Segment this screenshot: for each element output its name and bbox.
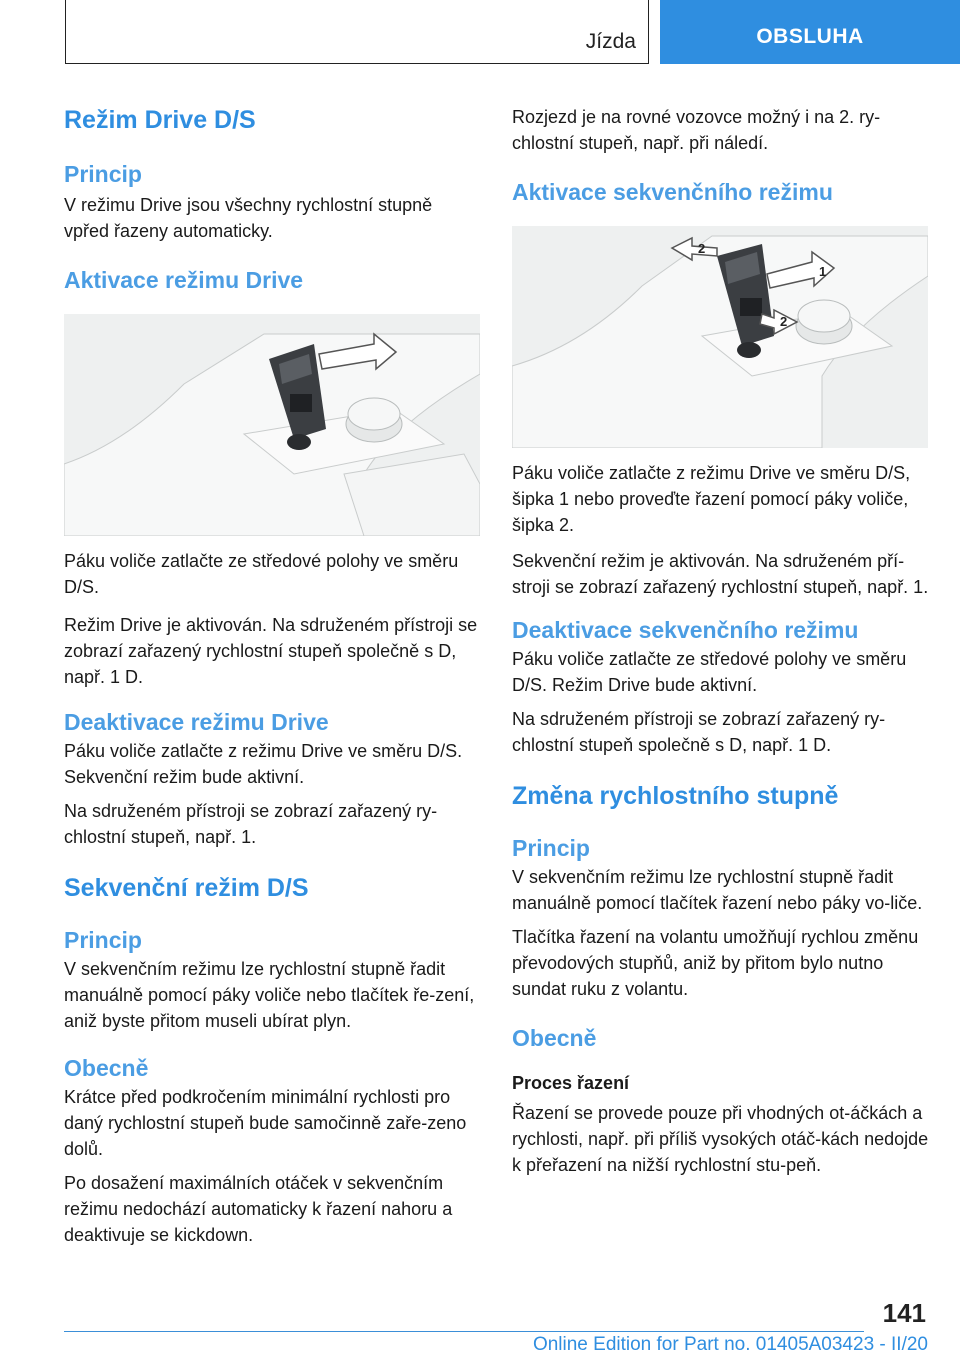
heading-deaktivace-drive: Deaktivace režimu Drive bbox=[64, 709, 329, 735]
figure-gear-selector-drive bbox=[64, 314, 480, 536]
heading-aktivace-drive: Aktivace režimu Drive bbox=[64, 267, 304, 293]
arrow-label-2-top: 2 bbox=[698, 241, 706, 256]
paragraph-rozjezd: Rozjezd je na rovné vozovce možný i na 2. ry-chlostní stupeň, např. při náledí. bbox=[512, 107, 881, 153]
footer-rule bbox=[64, 1331, 864, 1332]
paragraph-deaktivace-sekv-2: Na sdruženém přístroji se zobrazí zařazený ry-chlostní stupeň společně s D, např. 1 D. bbox=[512, 709, 886, 755]
heading-sequential-mode: Sekvenční režim D/S bbox=[64, 874, 309, 902]
paragraph-princip-3b: Tlačítka řazení na volantu umožňují rychlou změnu převodových stupňů, aniž by přitom bylo nutno sundat ruku z volantu. bbox=[512, 927, 919, 999]
paragraph-princip-2: V sekvenčním režimu lze rychlostní stupně řadit manuálně pomocí páky voliče nebo tlačítek ře-zení, aniž byste přitom museli ubírat plyn. bbox=[64, 959, 475, 1031]
paragraph-drive-activated: Režim Drive je aktivován. Na sdruženém přístroji se zobrazí zařazený rychlostní stupeň společně s D, např. 1 D. bbox=[64, 615, 478, 687]
paragraph-deaktivace-drive-1: Páku voliče zatlačte z režimu Drive ve směru D/S. Sekvenční režim bude aktivní. bbox=[64, 741, 463, 787]
header-section-label: Jízda bbox=[585, 30, 636, 53]
heading-gear-change: Změna rychlostního stupně bbox=[512, 782, 839, 810]
header-rule-bottom bbox=[65, 63, 649, 64]
gear-selector-arrows-illustration bbox=[512, 226, 928, 448]
caption-figure-1: Páku voliče zatlačte ze středové polohy ve směru D/S. bbox=[64, 551, 459, 597]
figure-gear-selector-sequential bbox=[512, 226, 928, 448]
header-chapter-tab[interactable]: OBSLUHA bbox=[660, 0, 960, 64]
heading-obecne-2: Obecně bbox=[512, 1025, 597, 1051]
footer-edition-link[interactable]: Online Edition for Part no. 01405A03423 - II/20 bbox=[532, 1334, 928, 1355]
right-column bbox=[512, 100, 930, 1178]
paragraph-proces-razeni: Řazení se provede pouze při vhodných ot-áčkách a rychlosti, např. při příliš vysokých otáč-kách nedojde k přeřazení na nižší rychlostní stu-peň. bbox=[512, 1103, 929, 1175]
header-rule-right bbox=[648, 0, 649, 64]
heading-proces-razeni: Proces řazení bbox=[512, 1073, 630, 1093]
paragraph-obecne-1b: Po dosažení maximálních otáček v sekvenčním režimu nedochází automaticky k řazení nahoru a deaktivuje se kickdown. bbox=[64, 1173, 453, 1245]
heading-deaktivace-sekv: Deaktivace sekvenčního režimu bbox=[512, 617, 859, 643]
heading-princip-2: Princip bbox=[64, 927, 142, 953]
gear-selector-illustration bbox=[64, 314, 480, 536]
paragraph-sekv-activated: Sekvenční režim je aktivován. Na sdruženém pří-stroji se zobrazí zařazený rychlostní stupeň, např. 1. bbox=[512, 551, 929, 597]
header-rule-left bbox=[65, 0, 66, 64]
arrow-label-1: 1 bbox=[819, 264, 827, 279]
heading-drive-mode: Režim Drive D/S bbox=[64, 106, 256, 134]
heading-princip-3: Princip bbox=[512, 835, 590, 861]
caption-figure-2: Páku voliče zatlačte z režimu Drive ve směru D/S, šipka 1 nebo proveďte řazení pomocí páky voliče, šipka 2. bbox=[512, 463, 911, 535]
arrow-label-2-bottom: 2 bbox=[780, 314, 788, 329]
heading-obecne-1: Obecně bbox=[64, 1055, 149, 1081]
heading-aktivace-sekv: Aktivace sekvenčního režimu bbox=[512, 179, 833, 205]
left-column bbox=[64, 100, 482, 1248]
paragraph-deaktivace-drive-2: Na sdruženém přístroji se zobrazí zařazený ry-chlostní stupeň, např. 1. bbox=[64, 801, 438, 847]
paragraph-obecne-1a: Krátce před podkročením minimální rychlosti pro daný rychlostní stupeň bude samočinně zaře-zeno dolů. bbox=[64, 1087, 467, 1159]
heading-princip-1: Princip bbox=[64, 161, 142, 187]
page-number: 141 bbox=[882, 1298, 926, 1328]
paragraph-princip-3a: V sekvenčním režimu lze rychlostní stupně řadit manuálně pomocí tlačítek řazení nebo páky vo-liče. bbox=[512, 867, 923, 913]
paragraph-deaktivace-sekv-1: Páku voliče zatlačte ze středové polohy ve směru D/S. Režim Drive bude aktivní. bbox=[512, 649, 907, 695]
paragraph-princip-1: V režimu Drive jsou všechny rychlostní stupně vpřed řazeny automaticky. bbox=[64, 195, 433, 241]
